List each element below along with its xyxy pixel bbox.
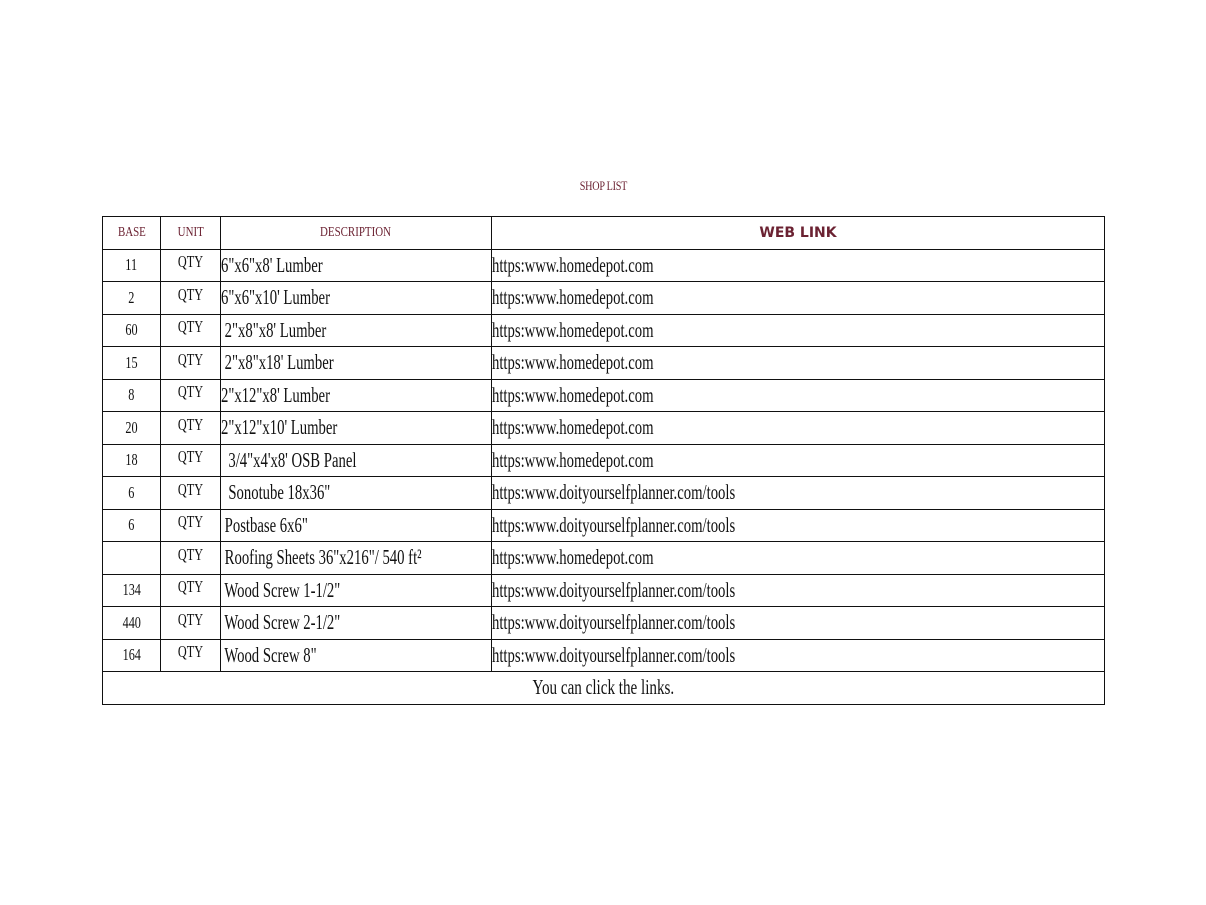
description-cell-text: Roofing Sheets 36"x216"/ 540 ft² [221,545,422,570]
table-row [103,412,1105,445]
unit-cell-text: QTY [177,382,204,402]
base-cell [103,412,161,445]
unit-cell-text: QTY [177,544,204,564]
unit-cell-text: QTY [177,252,204,272]
table-row [103,347,1105,380]
base-cell [103,282,161,315]
web-link-cell[interactable] [492,509,1105,542]
base-cell [103,379,161,412]
column-header-web-link: WEB LINK [492,217,1105,250]
page-title: SHOP LIST [579,178,628,193]
base-cell-text: 6 [128,515,135,535]
base-cell-text: 18 [125,450,138,470]
table-row [103,444,1105,477]
base-cell [103,477,161,510]
table-row [103,379,1105,412]
web-link[interactable]: https:www.doityourselfplanner.com/tools [492,642,736,667]
web-link-cell[interactable] [492,379,1105,412]
description-cell-text: 6"x6"x10' Lumber [221,285,330,310]
base-cell-text: 15 [125,352,138,372]
description-cell [221,444,492,477]
description-cell-text: 2"x12"x10' Lumber [221,415,338,440]
base-cell [103,639,161,672]
unit-cell-text: QTY [177,577,204,597]
web-link[interactable]: https:www.doityourselfplanner.com/tools [492,577,736,602]
table-row [103,509,1105,542]
base-cell-text: 11 [125,255,138,275]
base-cell [103,574,161,607]
base-cell [103,607,161,640]
description-cell [221,477,492,510]
description-cell-text: Wood Screw 1-1/2" [221,577,341,602]
base-cell-text: 164 [122,645,141,665]
description-cell [221,412,492,445]
table-row [103,607,1105,640]
base-cell-text: 2 [128,287,135,307]
web-link-cell[interactable] [492,412,1105,445]
description-cell [221,282,492,315]
web-link-cell[interactable] [492,477,1105,510]
description-cell-text: 3/4"x4'x8' OSB Panel [221,447,357,472]
unit-cell-text: QTY [177,609,204,629]
table-row [103,314,1105,347]
description-cell-text: Sonotube 18x36" [221,480,331,505]
web-link[interactable]: https:www.homedepot.com [492,285,654,310]
web-link[interactable]: https:www.homedepot.com [492,252,654,277]
base-cell-text: 20 [125,417,138,437]
footer-row [103,672,1105,705]
base-cell [103,542,161,575]
web-link-cell[interactable] [492,347,1105,380]
unit-cell [161,282,221,315]
unit-cell [161,379,221,412]
description-cell [221,379,492,412]
unit-cell-text: QTY [177,414,204,434]
base-cell [103,249,161,282]
web-link[interactable]: https:www.doityourselfplanner.com/tools [492,480,736,505]
base-cell-text: 8 [128,385,135,405]
web-link-cell[interactable] [492,444,1105,477]
web-link[interactable]: https:www.doityourselfplanner.com/tools [492,512,736,537]
web-link[interactable]: https:www.homedepot.com [492,545,654,570]
table-row [103,639,1105,672]
description-cell [221,639,492,672]
table-row [103,574,1105,607]
unit-cell [161,639,221,672]
table-row [103,249,1105,282]
web-link[interactable]: https:www.doityourselfplanner.com/tools [492,610,736,635]
unit-cell [161,477,221,510]
web-link-cell[interactable] [492,574,1105,607]
web-link-cell[interactable] [492,542,1105,575]
description-cell-text: Wood Screw 2-1/2" [221,610,341,635]
base-cell [103,444,161,477]
base-cell-text: 440 [122,612,141,632]
base-cell-text: 60 [125,320,138,340]
unit-cell-text: QTY [177,317,204,337]
base-cell-text: 134 [122,580,141,600]
web-link[interactable]: https:www.homedepot.com [492,415,654,440]
description-cell-text: Wood Screw 8" [221,642,317,667]
web-link-cell[interactable] [492,282,1105,315]
unit-cell [161,314,221,347]
unit-cell [161,574,221,607]
unit-cell [161,412,221,445]
unit-cell [161,607,221,640]
unit-cell-text: QTY [177,479,204,499]
description-cell-text: 2"x8"x18' Lumber [221,350,334,375]
table-row [103,542,1105,575]
unit-cell-text: QTY [177,349,204,369]
web-link[interactable]: https:www.homedepot.com [492,350,654,375]
footer-note: You can click the links. [103,672,1105,705]
unit-cell [161,347,221,380]
base-cell [103,347,161,380]
base-cell [103,314,161,347]
unit-cell [161,542,221,575]
unit-cell [161,444,221,477]
description-cell [221,314,492,347]
web-link-cell[interactable] [492,607,1105,640]
unit-cell-text: QTY [177,447,204,467]
unit-cell [161,249,221,282]
base-cell [103,509,161,542]
description-cell [221,574,492,607]
base-cell-text: 6 [128,482,135,502]
column-header-description: DESCRIPTION [221,217,492,250]
unit-cell-text: QTY [177,512,204,532]
shop-list-table [102,216,1105,705]
description-cell-text: 6"x6"x8' Lumber [221,252,323,277]
web-link-cell[interactable] [492,314,1105,347]
web-link-cell[interactable] [492,639,1105,672]
description-cell [221,347,492,380]
web-link[interactable]: https:www.homedepot.com [492,447,654,472]
description-cell-text: 2"x8"x8' Lumber [221,317,327,342]
column-header-unit: UNIT [161,217,221,250]
description-cell [221,509,492,542]
description-cell-text: 2"x12"x8' Lumber [221,382,330,407]
description-cell [221,542,492,575]
unit-cell-text: QTY [177,642,204,662]
description-cell-text: Postbase 6x6" [221,512,308,537]
web-link[interactable]: https:www.homedepot.com [492,317,654,342]
table-row [103,282,1105,315]
description-cell [221,607,492,640]
column-header-base: BASE [103,217,161,250]
table-header-row [103,217,1105,250]
description-cell [221,249,492,282]
unit-cell-text: QTY [177,284,204,304]
unit-cell [161,509,221,542]
web-link[interactable]: https:www.homedepot.com [492,382,654,407]
table-row [103,477,1105,510]
web-link-cell[interactable] [492,249,1105,282]
